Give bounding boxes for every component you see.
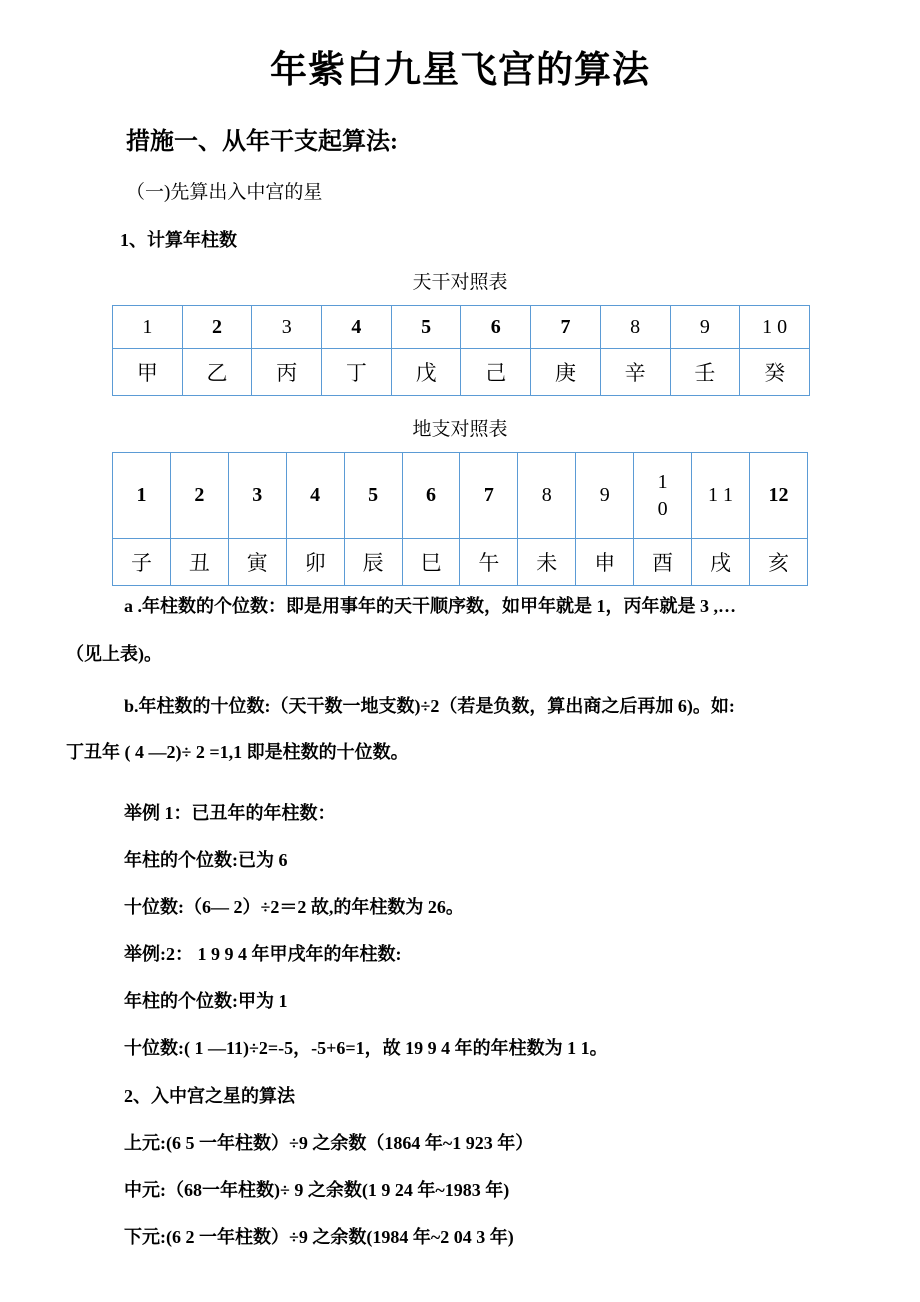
cell-character: 巳: [402, 539, 460, 586]
paragraph-a-line1: a .年柱数的个位数：即是用事年的天干顺序数，如甲年就是 1，丙年就是 3 ,…: [124, 596, 736, 616]
cell-number: 9: [576, 453, 634, 539]
cell-character: 庚: [531, 349, 601, 396]
cell-number: 7: [531, 306, 601, 349]
cell-number: 9: [670, 306, 740, 349]
table-row: [113, 453, 808, 539]
cell-character: 戊: [391, 349, 461, 396]
cell-number: 4: [322, 306, 392, 349]
example2-unit-digit: 年柱的个位数:甲为 1: [124, 991, 288, 1011]
cell-number: 3: [228, 453, 286, 539]
cell-number: 5: [391, 306, 461, 349]
example1-title: 举例 1：已丑年的年柱数：: [124, 803, 336, 823]
cell-number: 8: [518, 453, 576, 539]
cell-number: 2: [182, 306, 252, 349]
sub-heading: （一)先算出入中宫的星: [126, 182, 323, 203]
cell-number: 4: [286, 453, 344, 539]
paragraph-a-line2: （见上表)。: [66, 644, 162, 664]
cell-number-line1: 1: [657, 470, 668, 493]
cell-character: 丑: [170, 539, 228, 586]
cell-number: 7: [460, 453, 518, 539]
cell-character: 甲: [113, 349, 183, 396]
dizhi-reference-table: [112, 452, 808, 586]
cell-character: 辛: [600, 349, 670, 396]
table-caption-tiangan: 天干对照表: [412, 272, 508, 293]
table-caption-dizhi: 地支对照表: [412, 419, 508, 440]
paragraph-b-line1: b.年柱数的十位数:（天干数一地支数)÷2（若是负数，算出商之后再加 6)。如:: [124, 696, 735, 716]
cell-number: 5: [344, 453, 402, 539]
table-row: [113, 306, 810, 349]
zhongyuan-formula: 中元:（68一年柱数)÷ 9 之余数(1 9 24 年~1983 年): [124, 1180, 510, 1200]
cell-number: 6: [461, 306, 531, 349]
example2-tens-digit: 十位数:( 1 —11)÷2=-5，-5+6=1，故 19 9 4 年的年柱数为 1 1。: [124, 1038, 608, 1058]
example1-tens-digit: 十位数:（6— 2）÷2＝2 故,的年柱数为 26。: [124, 897, 464, 917]
cell-character: 午: [460, 539, 518, 586]
cell-character: 未: [518, 539, 576, 586]
cell-number: 1: [113, 306, 183, 349]
cell-character: 申: [576, 539, 634, 586]
cell-number: 1 1: [692, 453, 750, 539]
xiayuan-formula: 下元:(6 2 一年柱数）÷9 之余数(1984 年~2 04 3 年): [124, 1227, 514, 1247]
page-title: 年紫白九星飞宫的算法: [270, 50, 650, 91]
cell-number: 1: [113, 453, 171, 539]
cell-number: 12: [749, 453, 807, 539]
cell-character: 丁: [322, 349, 392, 396]
cell-character: 亥: [749, 539, 807, 586]
cell-character: 戌: [692, 539, 750, 586]
cell-number: 2: [170, 453, 228, 539]
cell-number-line2: 0: [657, 497, 668, 520]
example1-unit-digit: 年柱的个位数:已为 6: [124, 850, 288, 870]
cell-number: 8: [600, 306, 670, 349]
paragraph-b-line2: 丁丑年 ( 4 —2)÷ 2 =1,1 即是柱数的十位数。: [66, 742, 409, 762]
cell-number: 1 0: [740, 306, 810, 349]
shangyuan-formula: 上元:(6 5 一年柱数）÷9 之余数（1864 年~1 923 年）: [124, 1133, 534, 1153]
cell-character: 辰: [344, 539, 402, 586]
cell-character: 子: [113, 539, 171, 586]
table-row: [113, 539, 808, 586]
cell-number: 3: [252, 306, 322, 349]
cell-character: 酉: [634, 539, 692, 586]
cell-number-stacked: [634, 453, 692, 539]
cell-character: 己: [461, 349, 531, 396]
item-2-heading: 2、入中宫之星的算法: [124, 1086, 295, 1106]
cell-character: 卯: [286, 539, 344, 586]
section-heading: 措施一、从年干支起算法:: [126, 129, 398, 155]
example2-title: 举例:2： 1 9 9 4 年甲戌年的年柱数:: [124, 944, 402, 964]
item-1-heading: 1、计算年柱数: [120, 230, 237, 250]
cell-character: 寅: [228, 539, 286, 586]
table-row: [113, 349, 810, 396]
tiangan-reference-table: [112, 305, 810, 396]
cell-number: 6: [402, 453, 460, 539]
cell-character: 壬: [670, 349, 740, 396]
cell-character: 癸: [740, 349, 810, 396]
cell-character: 乙: [182, 349, 252, 396]
cell-character: 丙: [252, 349, 322, 396]
